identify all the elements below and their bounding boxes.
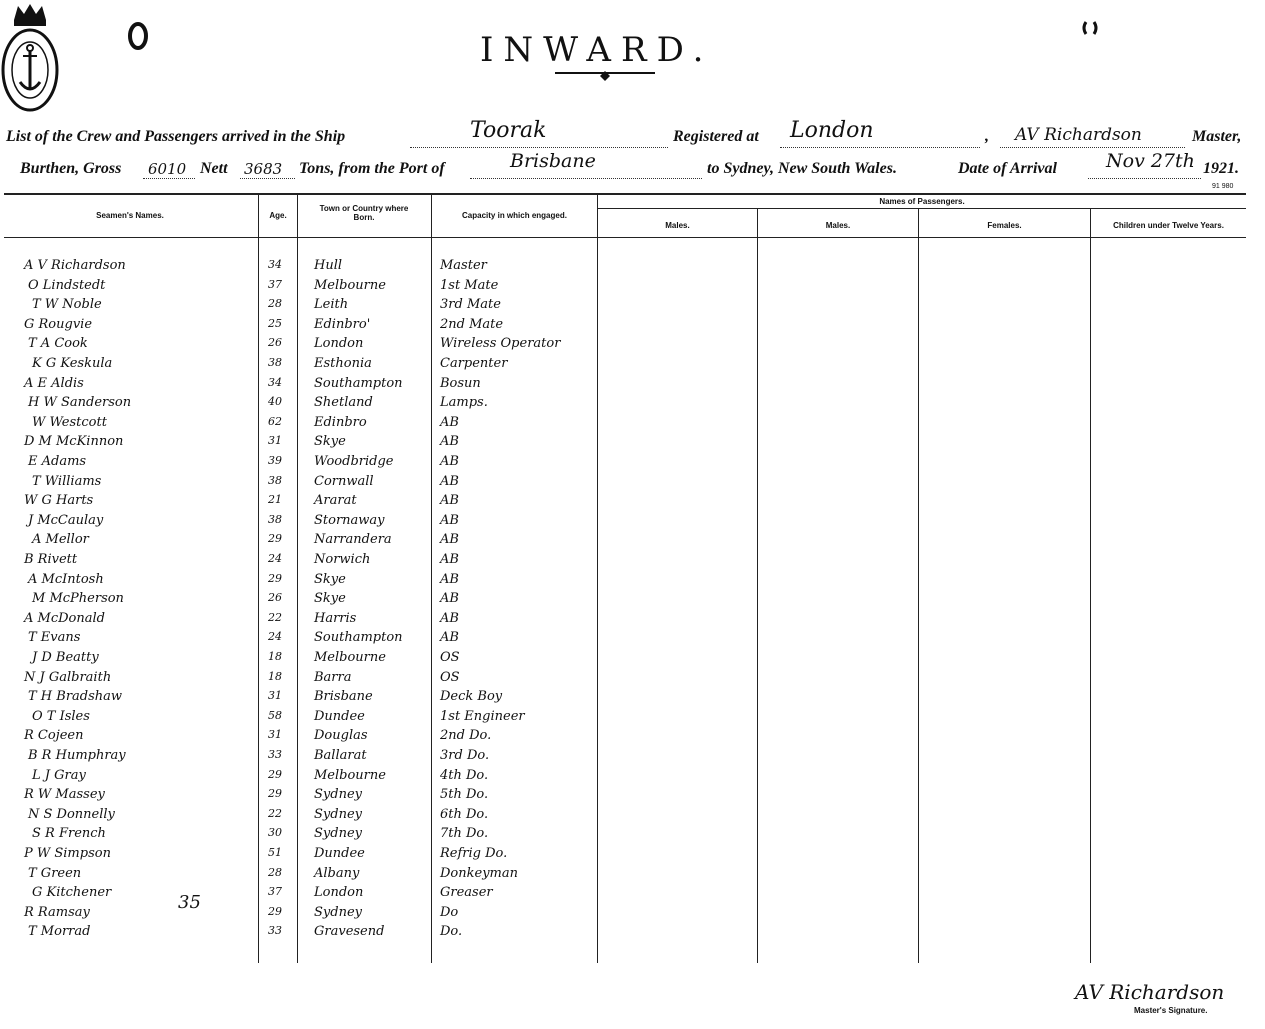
crew-name: R Ramsay: [24, 905, 90, 920]
col-header-females: Females.: [987, 221, 1022, 230]
crew-capacity: Do: [440, 905, 459, 920]
crew-birthplace: Southampton: [314, 630, 403, 645]
crew-birthplace: Douglas: [314, 728, 368, 743]
crew-birthplace: Norwich: [314, 552, 371, 567]
registered-port: London: [790, 118, 874, 143]
crew-birthplace: Sydney: [314, 905, 362, 920]
crew-age: 62: [268, 415, 282, 428]
crew-capacity: AB: [440, 552, 459, 567]
crew-birthplace: Harris: [314, 611, 357, 626]
page-title: INWARD.: [480, 30, 714, 70]
crew-birthplace: Cornwall: [314, 474, 374, 489]
crew-capacity: Refrig Do.: [440, 846, 508, 861]
crew-age: 22: [268, 807, 282, 820]
crew-capacity: AB: [440, 454, 459, 469]
crew-name: A McDonald: [24, 611, 105, 626]
crew-birthplace: Dundee: [314, 709, 365, 724]
crew-birthplace: Barra: [314, 670, 352, 685]
col-divider-1: [258, 193, 259, 963]
crew-capacity: AB: [440, 415, 459, 430]
crew-capacity: AB: [440, 493, 459, 508]
crew-name: T Green: [28, 866, 82, 881]
crew-birthplace: Skye: [314, 591, 346, 606]
crew-birthplace: Edinbro': [314, 317, 371, 332]
title-ornament: [600, 68, 610, 78]
crew-birthplace: Gravesend: [314, 924, 385, 939]
signature-label: Master's Signature.: [1134, 1006, 1208, 1015]
arrival-dotline: [1088, 177, 1201, 179]
crew-capacity: OS: [440, 670, 460, 685]
crew-capacity: AB: [440, 572, 459, 587]
crew-birthplace: Ballarat: [314, 748, 367, 763]
crew-capacity: 5th Do.: [440, 787, 489, 802]
crew-birthplace: Skye: [314, 434, 346, 449]
col-header-passengers: Names of Passengers.: [879, 197, 965, 206]
crew-age: 40: [268, 395, 282, 408]
crew-birthplace: Albany: [314, 866, 360, 881]
arrival-year: 1921.: [1203, 160, 1239, 177]
crew-capacity: Do.: [440, 924, 463, 939]
ship-dotline: [410, 146, 668, 148]
crew-birthplace: Woodbridge: [314, 454, 394, 469]
crew-name: H W Sanderson: [28, 395, 132, 410]
crew-age: 33: [268, 924, 282, 937]
crew-age: 34: [268, 258, 282, 271]
arrival-date: Nov 27th: [1106, 150, 1195, 172]
crew-name: L J Gray: [32, 768, 86, 783]
crew-capacity: 2nd Mate: [440, 317, 504, 332]
crew-name: T H Bradshaw: [28, 689, 123, 704]
crew-capacity: 2nd Do.: [440, 728, 492, 743]
crew-birthplace: Melbourne: [314, 768, 386, 783]
nett-tons: 3683: [244, 160, 283, 178]
crew-name: N S Donnelly: [28, 807, 115, 822]
tons-label: Tons, from the Port of: [299, 160, 445, 177]
col-header-children: Children under Twelve Years.: [1113, 221, 1224, 230]
crew-capacity: AB: [440, 474, 459, 489]
crew-name: S R French: [32, 826, 106, 841]
crew-name: T Evans: [28, 630, 81, 645]
crew-name: D M McKinnon: [24, 434, 124, 449]
header-bottom-rule: [4, 237, 1246, 238]
crew-age: 26: [268, 591, 282, 604]
crew-age: 58: [268, 709, 282, 722]
crew-age: 29: [268, 905, 282, 918]
crew-birthplace: Narrandera: [314, 532, 392, 547]
crew-capacity: Deck Boy: [440, 689, 503, 704]
crew-birthplace: London: [314, 336, 364, 351]
crew-birthplace: Leith: [314, 297, 349, 312]
col-header-males-2: Males.: [825, 221, 851, 230]
crew-name: B R Humphray: [28, 748, 126, 763]
master-name: AV Richardson: [1015, 125, 1142, 145]
crew-age: 18: [268, 670, 282, 683]
crew-capacity: 1st Mate: [440, 278, 499, 293]
crew-birthplace: Skye: [314, 572, 346, 587]
crew-name: G Kitchener: [32, 885, 112, 900]
crew-age: 34: [268, 376, 282, 389]
crew-birthplace: Southampton: [314, 376, 403, 391]
crew-birthplace: Esthonia: [314, 356, 372, 371]
crew-birthplace: Melbourne: [314, 278, 386, 293]
crew-age: 37: [268, 885, 282, 898]
crew-name: A Mellor: [32, 532, 89, 547]
crew-birthplace: Ararat: [314, 493, 357, 508]
crew-age: 28: [268, 866, 282, 879]
col-header-males-1: Males.: [665, 221, 690, 230]
crew-age: 31: [268, 434, 282, 447]
crew-capacity: AB: [440, 591, 459, 606]
crew-capacity: Carpenter: [440, 356, 508, 371]
registered-dotline: [780, 146, 980, 148]
crew-birthplace: Stornaway: [314, 513, 385, 528]
crew-name: A McIntosh: [28, 572, 104, 587]
crew-name: T Williams: [32, 474, 102, 489]
crew-age: 38: [268, 513, 282, 526]
master-label: Master,: [1192, 128, 1242, 145]
table-top-rule: [4, 193, 1246, 195]
crew-capacity: AB: [440, 532, 459, 547]
crew-age: 30: [268, 826, 282, 839]
nett-label: Nett: [200, 160, 228, 177]
crew-name: J McCaulay: [28, 513, 104, 528]
crew-name: G Rougvie: [24, 317, 93, 332]
crew-capacity: Donkeyman: [440, 866, 518, 881]
crew-birthplace: Brisbane: [314, 689, 373, 704]
crew-capacity: Master: [440, 258, 487, 273]
crew-age: 18: [268, 650, 282, 663]
from-port: Brisbane: [510, 150, 596, 172]
crew-name: W Westcott: [32, 415, 107, 430]
col-divider-5: [757, 208, 758, 963]
crew-name: P W Simpson: [24, 846, 111, 861]
to-label: to Sydney, New South Wales.: [707, 160, 897, 177]
crew-birthplace: Sydney: [314, 826, 362, 841]
crew-age: 38: [268, 474, 282, 487]
arrival-label: Date of Arrival: [958, 160, 1057, 177]
crew-birthplace: Sydney: [314, 807, 362, 822]
crew-age: 38: [268, 356, 282, 369]
crew-name: N J Galbraith: [24, 670, 112, 685]
margin-note: 35: [178, 892, 201, 913]
crew-capacity: AB: [440, 611, 459, 626]
crew-capacity: OS: [440, 650, 460, 665]
crew-name: R W Massey: [24, 787, 105, 802]
comma: ,: [985, 128, 989, 145]
registered-label: Registered at: [673, 128, 759, 145]
crew-name: K G Keskula: [32, 356, 113, 371]
crew-birthplace: Edinbro: [314, 415, 367, 430]
crew-age: 21: [268, 493, 282, 506]
crew-capacity: AB: [440, 513, 459, 528]
crew-birthplace: Melbourne: [314, 650, 386, 665]
crew-age: 31: [268, 689, 282, 702]
crew-age: 22: [268, 611, 282, 624]
crew-age: 29: [268, 768, 282, 781]
crew-capacity: Wireless Operator: [440, 336, 561, 351]
crew-name: E Adams: [28, 454, 87, 469]
col-header-born: Town or Country where Born.: [319, 204, 409, 222]
master-dotline: [1000, 146, 1185, 148]
crew-name: T Morrad: [28, 924, 91, 939]
crew-capacity: 6th Do.: [440, 807, 489, 822]
crew-age: 39: [268, 454, 282, 467]
crew-birthplace: Dundee: [314, 846, 365, 861]
crew-capacity: Greaser: [440, 885, 493, 900]
col-divider-6: [918, 208, 919, 963]
master-signature: AV Richardson: [1075, 980, 1225, 1004]
harbour-master-seal: [0, 0, 60, 115]
crew-capacity: AB: [440, 630, 459, 645]
crew-age: 29: [268, 572, 282, 585]
col-divider-4: [597, 193, 598, 963]
col-divider-3: [431, 193, 432, 963]
crew-capacity: 7th Do.: [440, 826, 489, 841]
burthen-label: Burthen, Gross: [20, 160, 122, 177]
crew-name: R Cojeen: [24, 728, 84, 743]
crew-name: W G Harts: [24, 493, 94, 508]
crew-name: T A Cook: [28, 336, 88, 351]
crew-age: 24: [268, 552, 282, 565]
crew-age: 29: [268, 787, 282, 800]
passenger-subhead-rule: [598, 208, 1246, 209]
crew-capacity: 3rd Mate: [440, 297, 501, 312]
crew-capacity: Bosun: [440, 376, 481, 391]
crew-age: 37: [268, 278, 282, 291]
crew-name: T W Noble: [32, 297, 102, 312]
crew-birthplace: Shetland: [314, 395, 373, 410]
col-divider-2: [297, 193, 298, 963]
punch-mark-left: [127, 22, 149, 50]
crew-capacity: 1st Engineer: [440, 709, 525, 724]
crew-birthplace: London: [314, 885, 364, 900]
col-header-capacity: Capacity in which engaged.: [462, 211, 567, 220]
crew-name: A E Aldis: [24, 376, 84, 391]
crew-name: A V Richardson: [24, 258, 126, 273]
crew-birthplace: Sydney: [314, 787, 362, 802]
punch-mark-right: [1080, 18, 1102, 38]
crew-age: 31: [268, 728, 282, 741]
crew-age: 33: [268, 748, 282, 761]
crew-name: O T Isles: [32, 709, 90, 724]
port-dotline: [470, 177, 702, 179]
crew-name: B Rivett: [24, 552, 78, 567]
crew-age: 51: [268, 846, 282, 859]
form-code: 91 980: [1212, 183, 1234, 190]
crew-capacity: 3rd Do.: [440, 748, 490, 763]
crew-age: 24: [268, 630, 282, 643]
col-header-name: Seamen's Names.: [96, 211, 164, 220]
crew-name: J D Beatty: [32, 650, 99, 665]
crew-age: 25: [268, 317, 282, 330]
crew-birthplace: Hull: [314, 258, 343, 273]
ship-label: List of the Crew and Passengers arrived in the Ship: [6, 128, 346, 145]
crew-name: M McPherson: [32, 591, 124, 606]
ship-name: Toorak: [470, 118, 547, 143]
crew-capacity: Lamps.: [440, 395, 488, 410]
crew-age: 28: [268, 297, 282, 310]
col-header-age: Age.: [269, 211, 287, 220]
gross-tons: 6010: [148, 160, 187, 178]
col-divider-7: [1090, 208, 1091, 963]
crew-capacity: 4th Do.: [440, 768, 489, 783]
crew-capacity: AB: [440, 434, 459, 449]
crew-age: 26: [268, 336, 282, 349]
crew-name: O Lindstedt: [28, 278, 106, 293]
crew-age: 29: [268, 532, 282, 545]
